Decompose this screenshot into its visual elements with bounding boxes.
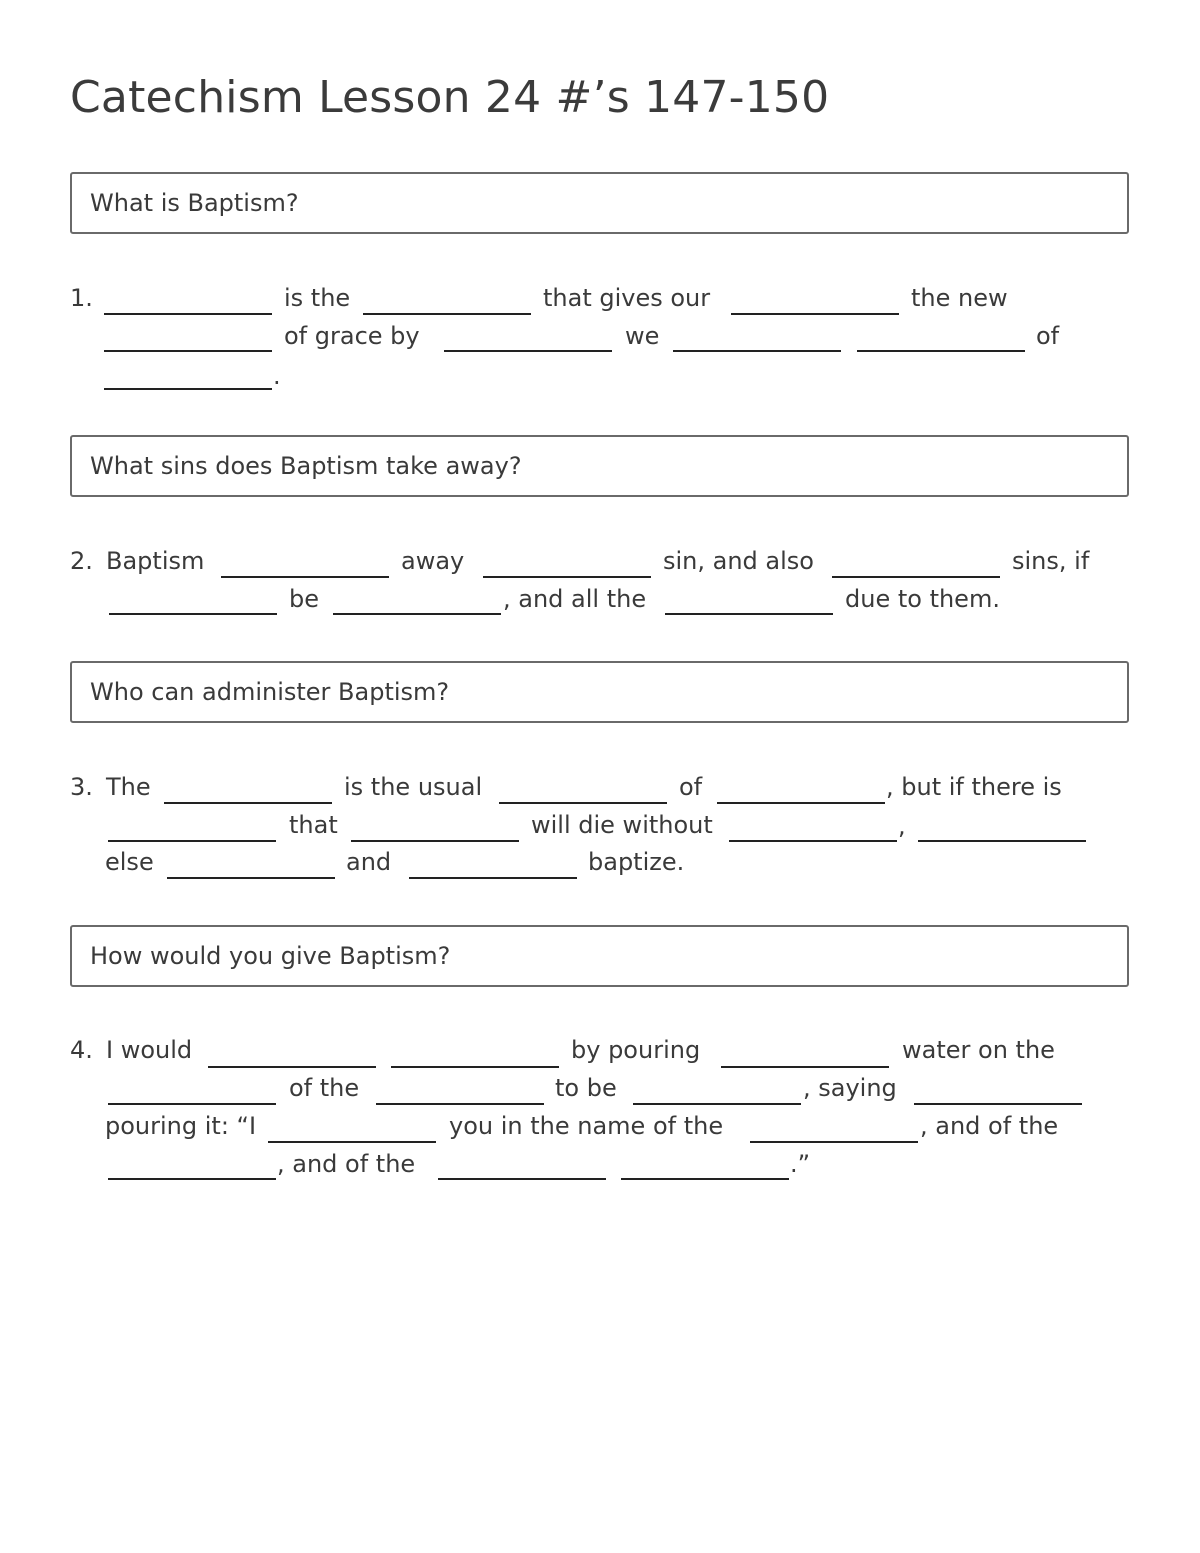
answer-blank[interactable] (104, 350, 272, 352)
answer-blank[interactable] (729, 840, 897, 842)
answer-text: of (679, 773, 703, 801)
answer-text: sin, and also (663, 547, 814, 575)
answer-blank[interactable] (633, 1103, 801, 1105)
answer-blank[interactable] (167, 877, 335, 879)
answer-text: that gives our (543, 284, 711, 312)
item-number-4: 4. (70, 1036, 93, 1064)
answer-blank[interactable] (108, 840, 276, 842)
answer-blank[interactable] (363, 313, 531, 315)
answer-text: pouring it: “I (105, 1112, 257, 1140)
item-number-1: 1. (70, 284, 93, 312)
answer-blank[interactable] (164, 802, 332, 804)
answer-text: we (625, 322, 660, 350)
answer-blank[interactable] (409, 877, 577, 879)
answer-text: is the usual (344, 773, 483, 801)
answer-text: be (289, 585, 319, 613)
answer-text: you in the name of the (449, 1112, 724, 1140)
answer-blank[interactable] (351, 840, 519, 842)
answer-text: , and of the (277, 1150, 416, 1178)
answer-blank[interactable] (444, 350, 612, 352)
answer-blank[interactable] (104, 313, 272, 315)
answer-text: I would (106, 1036, 193, 1064)
answer-blank[interactable] (109, 613, 277, 615)
answer-text: due to them. (845, 585, 1000, 613)
answer-text: , and of the (920, 1112, 1059, 1140)
answer-text: sins, if (1012, 547, 1090, 575)
answer-blank[interactable] (673, 350, 841, 352)
answer-text: of (1036, 322, 1060, 350)
answer-blank[interactable] (483, 576, 651, 578)
answer-text: of grace by (284, 322, 420, 350)
answer-text: , but if there is (886, 773, 1062, 801)
answer-text: and (346, 848, 392, 876)
answer-blank[interactable] (918, 840, 1086, 842)
answer-blank[interactable] (376, 1103, 544, 1105)
answer-blank[interactable] (621, 1178, 789, 1180)
answer-text: by pouring (571, 1036, 701, 1064)
answer-blank[interactable] (717, 802, 885, 804)
answer-text: is the (284, 284, 351, 312)
question-box-1: What is Baptism? (70, 172, 1129, 234)
answer-blank[interactable] (208, 1066, 376, 1068)
answer-blank[interactable] (221, 576, 389, 578)
page-title: Catechism Lesson 24 #’s 147-150 (70, 72, 830, 123)
answer-text: The (106, 773, 151, 801)
answer-text: , saying (803, 1074, 897, 1102)
answer-blank[interactable] (391, 1066, 559, 1068)
answer-blank[interactable] (104, 388, 272, 390)
answer-text: water on the (902, 1036, 1055, 1064)
answer-blank[interactable] (914, 1103, 1082, 1105)
answer-blank[interactable] (721, 1066, 889, 1068)
answer-blank[interactable] (268, 1141, 436, 1143)
answer-text: baptize. (588, 848, 685, 876)
answer-text: the new (911, 284, 1008, 312)
answer-blank[interactable] (665, 613, 833, 615)
question-box-4: How would you give Baptism? (70, 925, 1129, 987)
answer-text: , and all the (503, 585, 647, 613)
answer-text: to be (555, 1074, 617, 1102)
answer-blank[interactable] (108, 1178, 276, 1180)
question-box-2: What sins does Baptism take away? (70, 435, 1129, 497)
answer-text: that (289, 811, 338, 839)
question-box-3: Who can administer Baptism? (70, 661, 1129, 723)
answer-blank[interactable] (750, 1141, 918, 1143)
answer-blank[interactable] (108, 1103, 276, 1105)
answer-blank[interactable] (438, 1178, 606, 1180)
item-number-2: 2. (70, 547, 93, 575)
answer-text: .” (790, 1150, 811, 1178)
answer-text: else (105, 848, 154, 876)
answer-text: away (401, 547, 465, 575)
answer-text: , (898, 812, 906, 840)
answer-blank[interactable] (499, 802, 667, 804)
answer-text: of the (289, 1074, 360, 1102)
answer-blank[interactable] (333, 613, 501, 615)
answer-blank[interactable] (731, 313, 899, 315)
answer-blank[interactable] (857, 350, 1025, 352)
answer-text: . (273, 362, 281, 390)
answer-text: Baptism (106, 547, 205, 575)
answer-text: will die without (531, 811, 713, 839)
answer-blank[interactable] (832, 576, 1000, 578)
item-number-3: 3. (70, 773, 93, 801)
